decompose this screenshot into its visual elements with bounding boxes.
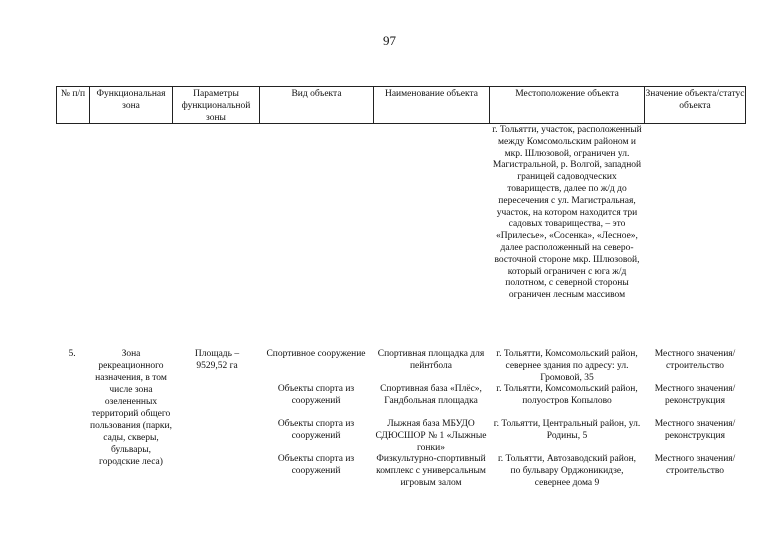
- header-status: Значение объекта/статус объекта: [645, 89, 745, 111]
- row-params: Площадь – 9529,52 га: [194, 349, 240, 371]
- object-location: г. Тольятти, Автозаводский район, по бульвару Орджоникидзе, севернее дома 9: [497, 454, 637, 488]
- object-name: Спортивная площадка для пейнтбола: [377, 349, 485, 371]
- page-number: 97: [383, 33, 396, 48]
- object-name: Физкультурно-спортивный комплекс с универсальным игровым залом: [376, 454, 486, 488]
- object-location: г. Тольятти, Центральный район, ул. Родины, 5: [493, 419, 641, 441]
- header-params: Параметры функциональной зоны: [181, 89, 251, 123]
- object-type: Объекты спорта из сооружений: [277, 454, 355, 476]
- object-status: Местного значения/ строительство: [654, 349, 736, 371]
- row-zone: Зона рекреационного назначения, в том числе зона озелененных территорий общего пользования (парки, сады, скверы, бульвары, городские леса): [90, 349, 173, 467]
- header-type: Вид объекта: [291, 89, 342, 99]
- object-status: Местного значения/ реконструкция: [654, 384, 736, 406]
- object-name: Лыжная база МБУДО СДЮСШОР № 1 «Лыжные гонки»: [375, 419, 487, 453]
- object-type: Объекты спорта из сооружений: [277, 419, 355, 441]
- object-status: Местного значения/ реконструкция: [654, 419, 736, 441]
- object-location: г. Тольятти, Комсомольский район, севернее здания по адресу: ул. Громовой, 35: [496, 349, 638, 383]
- row-num: 5.: [68, 349, 76, 359]
- object-status: Местного значения/ строительство: [654, 454, 736, 476]
- object-name: Спортивная база «Плёс», Гандбольная площадка: [380, 384, 482, 406]
- object-type: Объекты спорта из сооружений: [277, 384, 355, 406]
- continued-location: г. Тольятти, участок, расположенный между Комсомольским районом и мкр. Шлюзовой, ограничен ул. Магистральной, р. Волгой, западной границей садоводческих товариществ, далее по ж/д до пересечения с ул. Магистральная, участок, на котором находится три садовых товарищества, – это «Прилесье», «Сосенка», «Лесное», далее расположенный на северо-восточной стороне мкр. Шлюзовой, который ограничен с юга ж/д полотном, с северной стороны ограничен лесным массивом: [492, 125, 642, 301]
- header-location: Местоположение объекта: [515, 89, 619, 99]
- object-location: г. Тольятти, Комсомольский район, полуостров Копылово: [496, 384, 638, 406]
- header-zone: Функциональная зона: [96, 89, 166, 111]
- object-type: Спортивное сооружение: [266, 349, 366, 359]
- header-num: № п/п: [60, 89, 86, 99]
- header-name: Наименование объекта: [384, 89, 478, 99]
